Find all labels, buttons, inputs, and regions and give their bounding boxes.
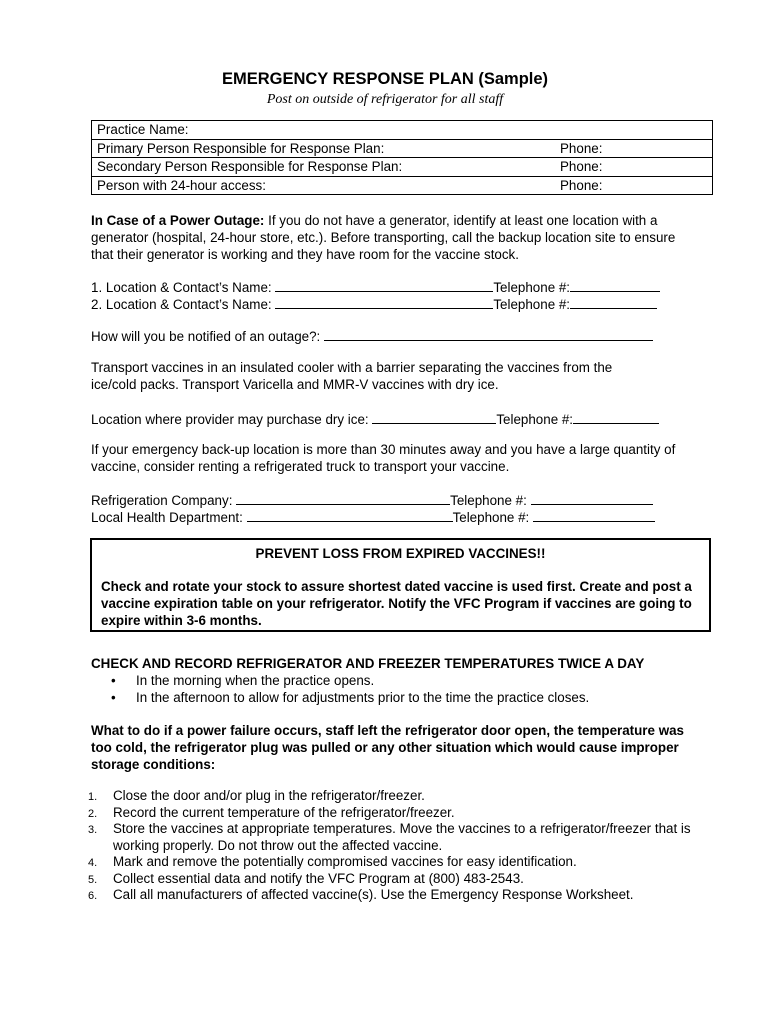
step-number: 2. — [88, 807, 98, 820]
step-number: 4. — [88, 857, 98, 869]
bullet-glyph: • — [111, 689, 116, 705]
list-item — [88, 870, 691, 888]
step-text: Call all manufacturers of affected vaccine(s). Use the Emergency Response Worksheet. — [113, 887, 634, 902]
prevent-loss-box — [90, 538, 711, 632]
prevent-loss-text: Check and rotate your stock to assure shortest dated vaccine is used first. Create and post a vaccine expiration table on your refrigerator. Notify the VFC Program if vaccines are going to expire within 3-6 months. — [101, 579, 692, 628]
step-number: 6. — [88, 890, 98, 902]
health-department-telephone-blank[interactable] — [533, 508, 655, 522]
location-2-telephone-blank[interactable] — [570, 295, 657, 309]
power-failure-heading: What to do if a power failure occurs, staff left the refrigerator door open, the temperature was too cold, the refrigerator plug was pulled or any other situation which would cause improper storage conditions: — [91, 723, 684, 772]
24hr-person-field[interactable]: Person with 24-hour access: — [92, 176, 556, 195]
step-text: Close the door and/or plug in the refrigerator/freezer. — [113, 788, 425, 803]
health-department-blank[interactable] — [247, 508, 453, 522]
location-1-label: 1. Location & Contact’s Name: — [91, 280, 276, 295]
list-item — [88, 887, 691, 904]
bullet-glyph: • — [111, 673, 116, 688]
dry-ice-line — [91, 410, 659, 429]
transport-paragraph: Transport vaccines in an insulated cooler with a barrier separating the vaccines from the ice/cold packs. Transport Varicella and MMR-V vaccines with dry ice. — [91, 360, 613, 392]
backup-paragraph: If your emergency back-up location is more than 30 minutes away and you have a large quantity of vaccine, consider renting a refrigerated truck to transport your vaccine. — [91, 442, 676, 474]
health-department-line — [91, 508, 655, 527]
refrigeration-company-label: Refrigeration Company: — [91, 493, 237, 508]
dry-ice-label: Location where provider may purchase dry ice: — [91, 412, 373, 427]
dry-ice-blank[interactable] — [372, 410, 496, 424]
primary-person-field[interactable]: Primary Person Responsible for Response Plan: — [92, 139, 556, 158]
health-department-telephone-label: Telephone #: — [452, 510, 533, 525]
outage-notice-blank[interactable] — [324, 327, 653, 341]
power-outage-text: If you do not have a generator, identify at least one location with a generator (hospital, 24-hour store, etc.). Before transporting, call the backup location site to ensure that their generator is working and they have room for the vaccine stock. — [91, 213, 676, 262]
bullet-text: In the afternoon to allow for adjustments prior to the time the practice closes. — [136, 689, 590, 705]
power-outage-paragraph — [91, 213, 681, 263]
list-item — [88, 788, 691, 805]
location-1-line — [91, 278, 660, 297]
step-text: Mark and remove the potentially compromised vaccines for easy identification. — [113, 854, 577, 869]
power-outage-heading: In Case of a Power Outage: — [91, 213, 265, 228]
health-department-label: Local Health Department: — [91, 510, 247, 525]
refrigeration-company-blank[interactable] — [236, 491, 450, 505]
step-number: 3. — [88, 824, 98, 836]
page-title: EMERGENCY RESPONSE PLAN (Sample) — [221, 70, 549, 88]
location-1-telephone-blank[interactable] — [570, 278, 660, 292]
outage-notice-label: How will you be notified of an outage?: — [91, 329, 324, 344]
location-1-telephone-label: Telephone #: — [493, 280, 571, 295]
step-number: 1. — [88, 791, 98, 803]
page-subtitle: Post on outside of refrigerator for all staff — [266, 92, 504, 107]
prevent-loss-heading: PREVENT LOSS FROM EXPIRED VACCINES!! — [255, 546, 546, 561]
list-item — [91, 673, 589, 690]
table-row — [92, 176, 713, 195]
list-item — [88, 821, 691, 854]
power-failure-steps — [88, 788, 691, 904]
list-item — [88, 854, 691, 871]
outage-notice-line — [91, 327, 653, 346]
practice-name-field[interactable]: Practice Name: — [92, 121, 713, 140]
location-2-label: 2. Location & Contact’s Name: — [91, 297, 276, 312]
temperature-bullet-list — [91, 673, 589, 707]
temperature-heading: CHECK AND RECORD REFRIGERATOR AND FREEZER TEMPERATURES TWICE A DAY — [91, 656, 645, 671]
step-text: Record the current temperature of the refrigerator/freezer. — [113, 804, 455, 820]
step-number: 5. — [88, 873, 98, 886]
primary-phone-field[interactable]: Phone: — [555, 139, 713, 158]
location-1-blank[interactable] — [275, 278, 493, 292]
24hr-phone-field[interactable]: Phone: — [555, 176, 713, 195]
step-text: Store the vaccines at appropriate temperatures. Move the vaccines to a refrigerator/freezer that is working properly. Do not throw out the affected vaccine. — [113, 821, 691, 853]
table-row — [92, 121, 713, 140]
bullet-text: In the morning when the practice opens. — [136, 673, 375, 688]
step-text: Collect essential data and notify the VFC Program at (800) 483-2543. — [113, 870, 524, 886]
location-2-line — [91, 295, 657, 314]
table-row — [92, 139, 713, 158]
table-row — [92, 158, 713, 177]
list-item — [88, 804, 691, 822]
dry-ice-telephone-label: Telephone #: — [496, 412, 574, 427]
secondary-person-field[interactable]: Secondary Person Responsible for Response Plan: — [92, 158, 556, 177]
dry-ice-telephone-blank[interactable] — [573, 410, 659, 424]
refrigeration-company-line — [91, 491, 653, 510]
location-2-telephone-label: Telephone #: — [493, 297, 571, 312]
list-item — [91, 690, 589, 707]
secondary-phone-field[interactable]: Phone: — [555, 158, 713, 177]
location-2-blank[interactable] — [275, 295, 493, 309]
refrigeration-telephone-blank[interactable] — [531, 491, 653, 505]
refrigeration-telephone-label: Telephone #: — [450, 493, 531, 508]
contact-info-table — [91, 120, 713, 195]
